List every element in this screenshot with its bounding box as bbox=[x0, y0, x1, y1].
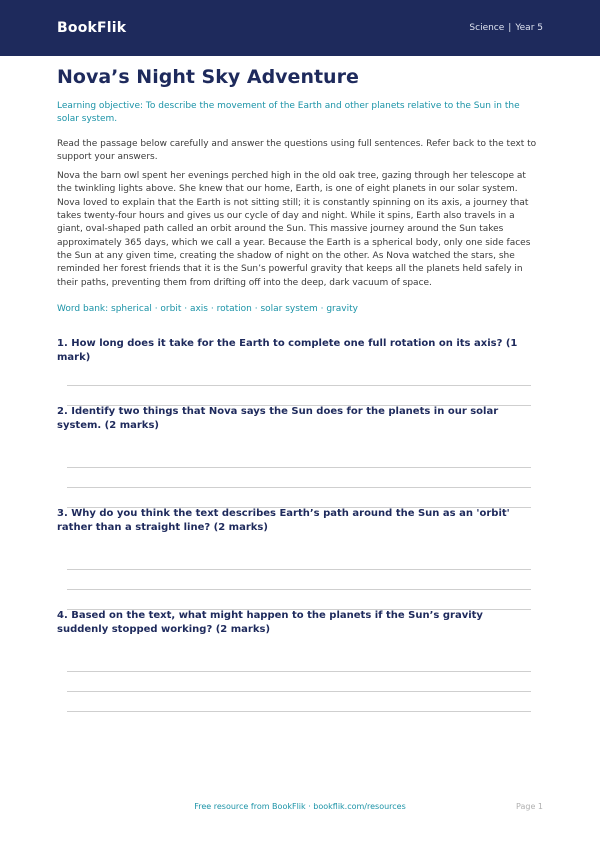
answer-line[interactable] bbox=[67, 691, 531, 692]
subject-label: Science bbox=[469, 23, 505, 33]
brand-logo: BookFlik bbox=[57, 20, 127, 36]
question-text: 3. Why do you think the text describes Earth’s path around the Sun as an 'orbit' rather than a straight line? (2 marks) bbox=[57, 508, 510, 533]
answer-line[interactable] bbox=[67, 385, 531, 386]
answer-line[interactable] bbox=[67, 711, 531, 712]
learning-objective: Learning objective: To describe the movement of the Earth and other planets relative to the Sun in the solar system. bbox=[57, 101, 520, 125]
question-text: 4. Based on the text, what might happen to the planets if the Sun’s gravity suddenly stopped working? (2 marks) bbox=[57, 610, 483, 635]
instructions: Read the passage below carefully and answer the questions using full sentences. Refer back to the text to support your answers. bbox=[57, 138, 537, 162]
year-label: Year 5 bbox=[515, 23, 543, 33]
question-2 bbox=[57, 405, 537, 433]
reading-passage: Nova the barn owl spent her evenings perched high in the old oak tree, gazing through her telescope at the twinkling lights above. She knew that our home, Earth, is one of eight planets in our solar system. Nova loved to explain that the Earth is not sitting still; it is constantly spinning on its axis, a journey that takes twenty-four hours and gives us our cycle of day and night. While it spins, Earth also travels in a giant, oval-shaped path called an orbit around the Sun. This massive journey around the Sun takes approximately 365 days, which we call a year. Because the Earth is a spherical body, only one side faces the Sun at any given time, creating the shadow of night on the other. As Nova watched the stars, she reminded her forest friends that it is the Sun’s powerful gravity that keeps all the planets held safely in their paths, preventing them from drifting off into the deep, dark vacuum of space. bbox=[57, 171, 531, 288]
header-bar bbox=[0, 0, 600, 56]
meta-separator: | bbox=[508, 23, 512, 33]
page-number: Page 1 bbox=[516, 802, 543, 811]
question-text: 1. How long does it take for the Earth to complete one full rotation on its axis? (1 mark) bbox=[57, 338, 518, 363]
answer-line[interactable] bbox=[67, 569, 531, 570]
question-1 bbox=[57, 337, 537, 365]
answer-line[interactable] bbox=[67, 671, 531, 672]
page-title: Nova’s Night Sky Adventure bbox=[57, 66, 359, 88]
question-text: 2. Identify two things that Nova says the Sun does for the planets in our solar system. (2 marks) bbox=[57, 406, 499, 431]
question-4 bbox=[57, 609, 537, 637]
answer-line[interactable] bbox=[67, 467, 531, 468]
worksheet-content bbox=[57, 64, 537, 316]
answer-line[interactable] bbox=[67, 589, 531, 590]
question-3 bbox=[57, 507, 537, 535]
footer-credit-link[interactable]: Free resource from BookFlik · bookflik.com/resources bbox=[194, 802, 406, 811]
header-meta bbox=[469, 23, 543, 33]
word-bank: Word bank: spherical · orbit · axis · rotation · solar system · gravity bbox=[57, 303, 358, 314]
answer-line[interactable] bbox=[67, 487, 531, 488]
